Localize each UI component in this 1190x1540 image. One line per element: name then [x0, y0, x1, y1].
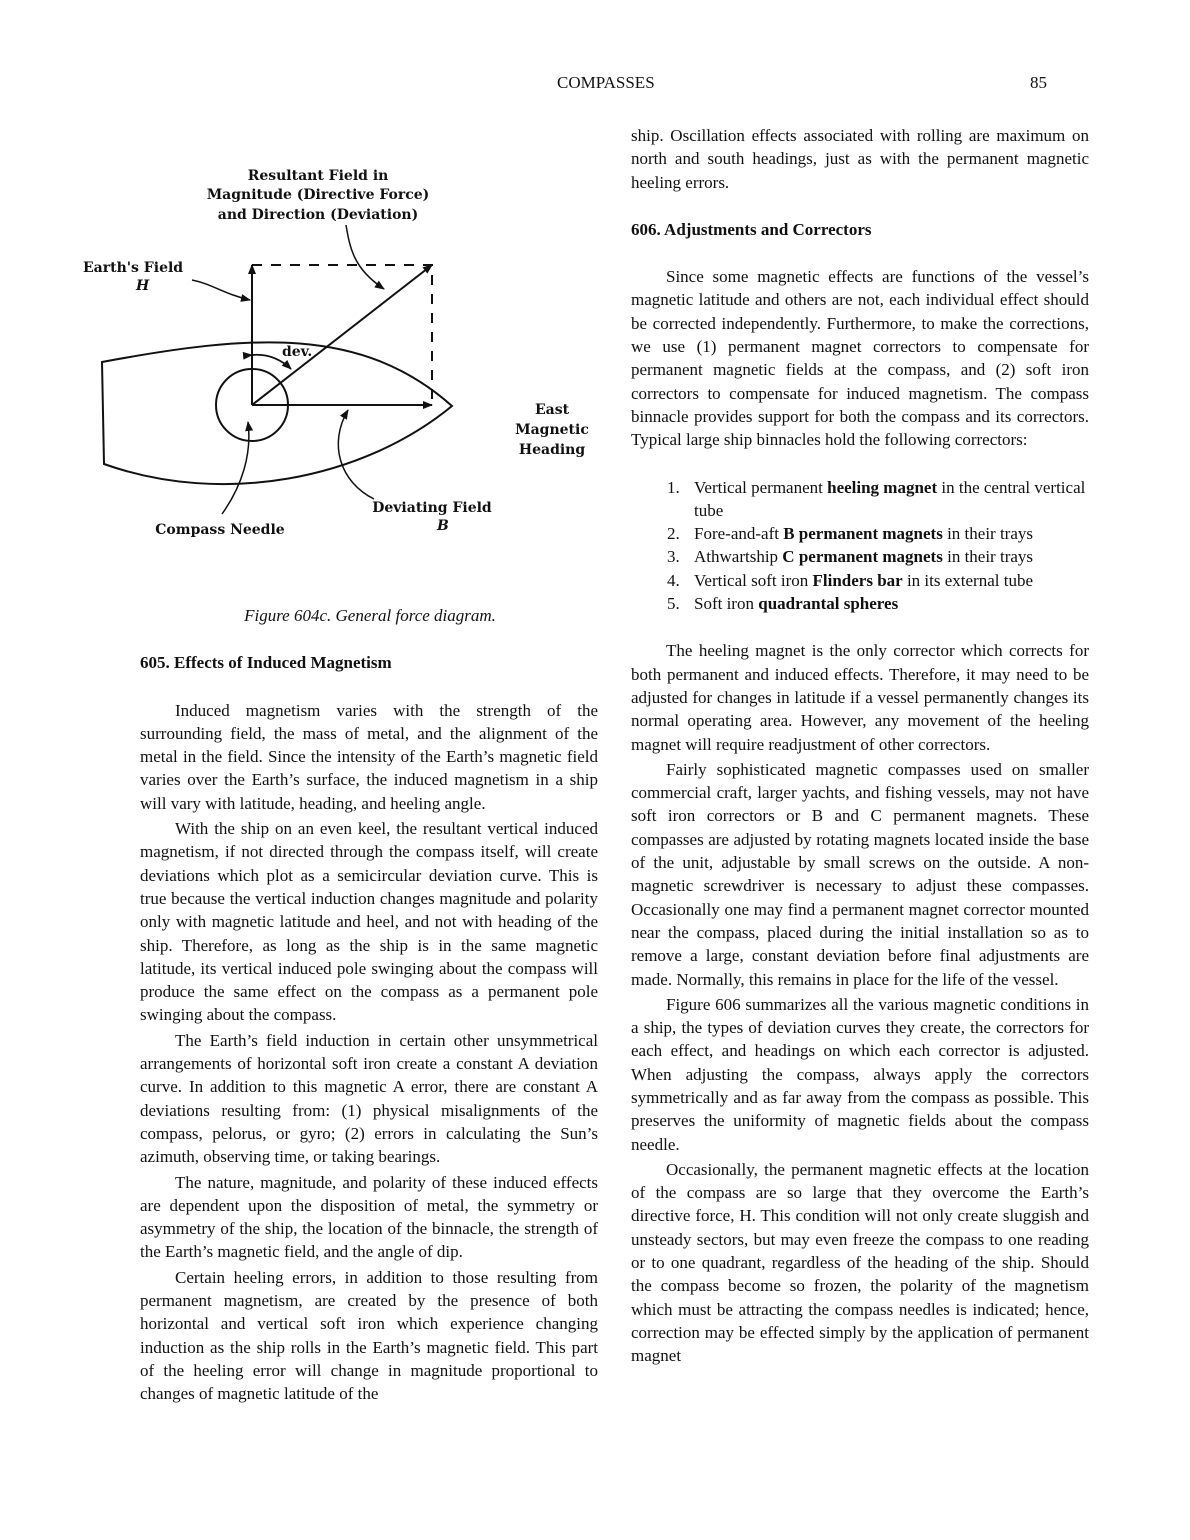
compass-needle-leader: [222, 422, 249, 514]
resultant-vector: [252, 265, 432, 405]
earth-field-label: Earth's Field: [83, 260, 184, 276]
earth-field-leader: [192, 280, 250, 300]
earth-field-symbol: H: [136, 278, 150, 294]
running-head-title: COMPASSES: [557, 73, 655, 92]
section-606-intro: Since some magnetic effects are functions of the vessel’s magnetic latitude and others are not, each individual effect should be corrected independently. Furthermore, to make the corrections, we use (1) permanent magnet correctors to compensate for permanent magnetic fields at the compass, and (2) soft iron correctors to compensate for induced magnetism. The compass binnacle provides support for both the compass and its correctors. Typical large ship binnacles hold the following correctors:: [631, 267, 1089, 450]
section-605-paragraph: Certain heeling errors, in addition to those resulting from permanent magnetism, are created by the presence of both horizontal and vertical soft iron which experience changing induction as the ship rolls in the Earth’s magnetic field. This part of the heeling error will change in magnitude proportional to changes of magnetic latitude of the: [140, 1267, 598, 1404]
deviating-field-label: Deviating Field: [372, 500, 492, 516]
force-diagram: [83, 124, 589, 554]
section-606-heading: 606. Adjustments and Correctors: [631, 219, 872, 239]
list-item: 1. Vertical permanent heeling magnet in the central vertical tube: [667, 477, 1086, 520]
list-item: 4. Vertical soft iron Flinders bar in its external tube: [667, 570, 1034, 590]
east-heading-line2: Magnetic: [515, 422, 589, 438]
deviating-field-symbol: B: [437, 518, 449, 534]
ship-hull: [102, 342, 452, 484]
section-606-paragraph: Fairly sophisticated magnetic compasses used on smaller commercial craft, larger yachts, and fishing vessels, may not have soft iron correctors or B and C permanent magnets. These compasses are adjusted by rotating magnets located inside the base of the unit, adjustable by small screws on the outside. A non-magnetic screwdriver is necessary to adjust these compasses. Occasionally one may find a permanent magnet corrector mounted near the compass, placed during the initial installation so as to remove a large, constant deviation before final adjustments are made. Normally, this remains in place for the life of the vessel.: [631, 759, 1089, 989]
dev-label: dev.: [282, 344, 313, 360]
east-heading-line3: Heading: [518, 442, 586, 458]
section-606-paragraph: Occasionally, the permanent magnetic effects at the location of the compass are so large that they overcome the Earth’s directive force, H. This condition will not only create sluggish and unsteady sectors, but may even freeze the compass to one reading or to one quadrant, regardless of the heading of the ship. Should the compass become so frozen, the polarity of the magnetism which must be attracting the compass needles is indicated; hence, correction may be effected simply by the application of permanent magnet: [631, 1159, 1089, 1366]
continuation-paragraph: ship. Oscillation effects associated with rolling are maximum on north and south headings, just as with the permanent magnetic heeling errors.: [631, 126, 1089, 192]
right-column: [631, 124, 1089, 1368]
resultant-leader: [346, 225, 384, 289]
list-item: 5. Soft iron quadrantal spheres: [667, 594, 899, 614]
east-heading-line1: East: [534, 402, 570, 418]
section-605-heading: 605. Effects of Induced Magnetism: [140, 653, 392, 673]
resultant-label-line3: and Direction (Deviation): [217, 207, 419, 223]
list-item: 2. Fore-and-aft B permanent magnets in their trays: [667, 524, 1033, 544]
section-606-paragraph: The heeling magnet is the only corrector which corrects for both permanent and induced effects. Therefore, it may need to be adjusted for changes in latitude if a vessel permanently changes its normal operating area. However, any movement of the heeling magnet will require readjustment of other correctors.: [631, 641, 1089, 754]
section-605-paragraph: With the ship on an even keel, the resultant vertical induced magnetism, if not directed through the compass itself, will create deviations which plot as a semicircular deviation curve. This is true because the vertical induction changes magnitude and polarity only with magnetic latitude and heel, and not with heading of the ship. Therefore, as long as the ship is in the same magnetic latitude, its vertical induced pole swinging about the compass will produce the same effect on the compass as a permanent pole swinging about the compass.: [140, 819, 598, 1025]
left-column: [83, 124, 598, 1406]
section-605-paragraph: The Earth’s field induction in certain other unsymmetrical arrangements of horizontal soft iron create a constant A deviation curve. In addition to this magnetic A error, there are constant A deviations resulting from: (1) physical misalignments of the compass, pelorus, or gyro; (2) errors in calculating the Sun’s azimuth, observing time, or taking bearings.: [140, 1030, 598, 1167]
force-diagram-figure: [83, 124, 589, 554]
page-number: 85: [1030, 73, 1047, 92]
correctors-list: [631, 476, 1089, 616]
resultant-label-line1: Resultant Field in: [247, 168, 389, 184]
section-606-paragraph: Figure 606 summarizes all the various magnetic conditions in a ship, the types of deviation curves they create, the correctors for each effect, and headings on which each corrector is adjusted. When adjusting the compass, always apply the correctors symmetrically and as far away from the compass as possible. This preserves the uniformity of magnetic fields about the compass needle.: [631, 994, 1089, 1154]
section-605-paragraph: The nature, magnitude, and polarity of these induced effects are dependent upon the disposition of metal, the symmetry or asymmetry of the ship, the location of the binnacle, the strength of the Earth’s magnetic field, and the angle of dip.: [140, 1172, 598, 1262]
section-605-paragraph: Induced magnetism varies with the strength of the surrounding field, the mass of metal, and the alignment of the metal in the field. Since the intensity of the Earth’s magnetic field varies over the Earth’s surface, the induced magnetism in a ship will vary with latitude, heading, and heeling angle.: [140, 700, 598, 813]
list-item: 3. Athwartship C permanent magnets in their trays: [667, 547, 1034, 567]
figure-caption: Figure 604c. General force diagram.: [244, 606, 496, 625]
running-head: [0, 73, 1190, 97]
compass-needle-label: Compass Needle: [155, 522, 285, 538]
resultant-label-line2: Magnitude (Directive Force): [206, 187, 430, 203]
